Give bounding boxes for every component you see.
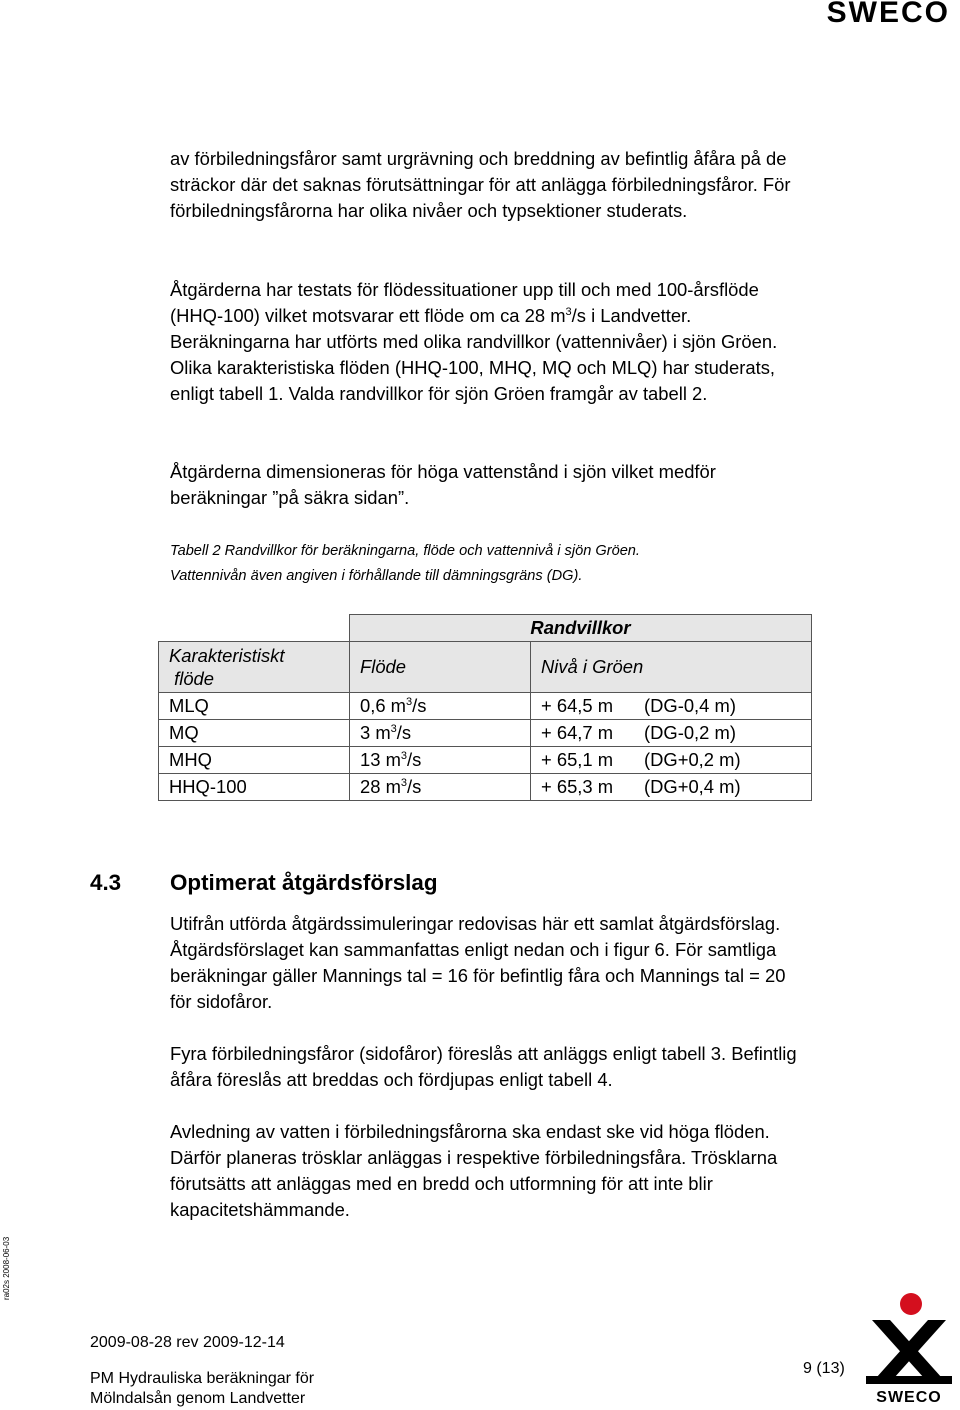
page-number: 9 (13) (803, 1360, 845, 1377)
footer-title-line2: Mölndalsån genom Landvetter (90, 1390, 306, 1407)
table-cell-level: + 65,3 m (DG+0,4 m) (531, 773, 812, 800)
footer-logo-text: SWECO (876, 1389, 942, 1406)
superscript: 3 (565, 305, 572, 318)
table-cell-flow: 3 $m^3/s$ (350, 719, 531, 746)
section-heading (90, 868, 438, 898)
table-cell-level: + 64,5 m (DG-0,4 m) (531, 692, 812, 719)
table-cell-name: HHQ-100 (159, 773, 350, 800)
table-row (159, 692, 812, 719)
table-cell-level: + 64,7 m (DG-0,2 m) (531, 719, 812, 746)
table-caption-line2: Vattennivån även angiven i förhållande till dämningsgräns (DG). (170, 568, 583, 584)
header-logo: SWECO (826, 0, 950, 29)
section-paragraph-2: Fyra förbiledningsfåror (sidofåror) föreslås att anläggs enligt tabell 3. Befintlig åfåra föreslås att breddas och fördjupas enligt tabell 4. (170, 1043, 797, 1090)
sweco-logo-graphic (864, 1290, 954, 1390)
section-number: 4.3 (90, 870, 122, 895)
table-row (159, 746, 812, 773)
table-header-flow: Flöde (350, 641, 531, 692)
footer-title-line1: PM Hydrauliska beräkningar för (90, 1370, 315, 1387)
table-header-characteristic: Karakteristiskt flöde (159, 641, 350, 692)
paragraph-intro: av förbiledningsfåror samt urgrävning och breddning av befintlig åfåra på de sträckor där det saknas förutsättningar för att anlägga förbiledningsfåror. För förbiledningsfårorna har olika nivåer och typsektioner studerats. (170, 148, 791, 221)
table-cell-flow: 28 $m^3/s$ (350, 773, 531, 800)
paragraph-dimension: Åtgärderna dimensioneras för höga vattenstånd i sjön vilket medför beräkningar ”på säkra sidan”. (170, 461, 716, 508)
paragraph-tests-part-a: Åtgärderna har testats för flödessituationer upp till och med 100-årsflöde (HHQ-100) vilket motsvarar ett flöde om ca 28 m (170, 279, 759, 326)
section-paragraph-1: Utifrån utförda åtgärdssimuleringar redovisas här ett samlat åtgärdsförslag. Åtgärdsförslaget kan sammanfattas enligt nedan och i figur 6. För samtliga beräkningar gäller Mannings tal = 16 för befintlig fåra och Mannings tal = 20 för sidofåror. (170, 913, 786, 1012)
section-paragraph-3: Avledning av vatten i förbiledningsfårorna ska endast ske vid höga flöden. Därför planeras trösklar anläggas i respektive förbiledningsfåra. Trösklarna förutsätts att anläggas med en bredd och utformning för att inte blir kapacitetshämmande. (170, 1121, 778, 1220)
table-row (159, 719, 812, 746)
table-caption-line1: Tabell 2 Randvillkor för beräkningarna, flöde och vattennivå i sjön Gröen. (170, 543, 640, 559)
paragraph-tests-part-b: /s i Landvetter. Beräkningarna har utförts med olika randvillkor (vattennivåer) i sjön Gröen. Olika karakteristiska flöden (HHQ-100, MHQ, MQ och MLQ) har studerats, enligt tabell 1. Valda randvillkor för sjön Gröen framgår av tabell 2. (170, 305, 778, 404)
table-cell-level: + 65,1 m (DG+0,2 m) (531, 746, 812, 773)
table-cell-flow: 13 $m^3/s$ (350, 746, 531, 773)
template-code: ra02s 2008-06-03 (2, 1236, 11, 1300)
table-cell-name: MLQ (159, 692, 350, 719)
table-header-level: Nivå i Gröen (531, 641, 812, 692)
table-cell-name: MHQ (159, 746, 350, 773)
table-group-header: Randvillkor (350, 615, 812, 642)
footer-date: 2009-08-28 rev 2009-12-14 (90, 1334, 285, 1351)
table-row (159, 773, 812, 800)
table-cell-flow: 0,6 $m^3/s$ (350, 692, 531, 719)
sweco-logo-icon (864, 1290, 954, 1408)
boundary-conditions-table (158, 614, 812, 801)
section-title: Optimerat åtgärdsförslag (170, 870, 438, 895)
table-corner (159, 615, 350, 642)
table-cell-name: MQ (159, 719, 350, 746)
paragraph-tests (170, 277, 810, 407)
